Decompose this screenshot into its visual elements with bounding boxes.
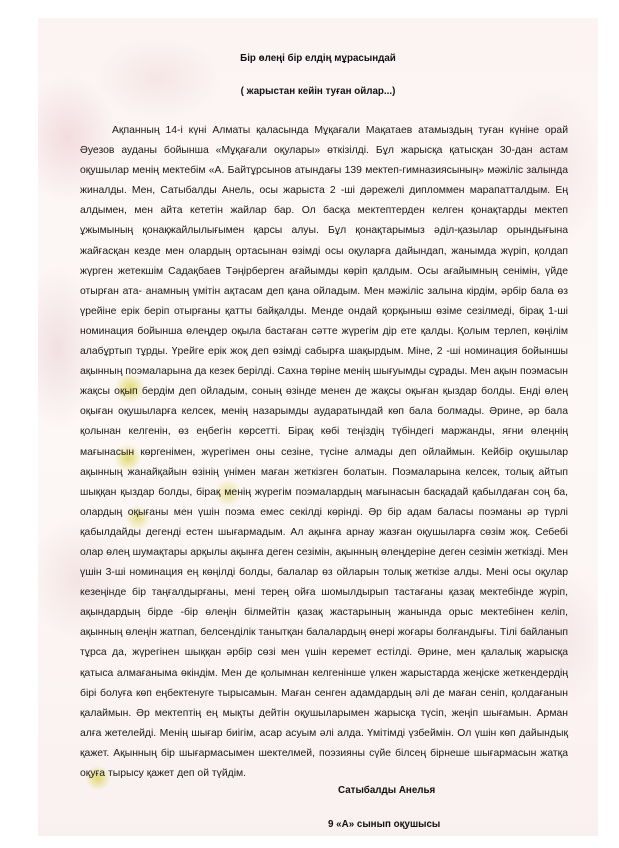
essay-body: Ақпанның 14-і күні Алматы қаласында Мұқағали Мақатаев атамыздың туған күніне орай Әуезов ауданы бойынша «Мұқағали оқулары» өткізілді. Бұл жарысқа қатысқан 30-дан астам оқушылар менің мектебім «А. Байтұрсынов атындағы 139 мектеп-гимназиясының» мәжіліс залында жиналды. Мен, Сатыбалды Анель, осы жарыста 2 -ші дәрежелі дипломмен марапатталдым. Ең алдымен, мен айта кететін жайлар бар. Ол басқа мектептерден келген қонақтарды мектеп ұжымының қонақжайлылығымен қарсы алуы. Бұл қонақтарымыз әділ-қазылар орындығына жайғасқан кезде мен олардың ортасынан өзімді осы оқуларға дайындап, жанымда жүріп, қолдап жүрген жетекшім Садақбаев Тәңірберген ағайымды көріп қалдым. Осы ағайымның сенімін, үйде отырған ата- анамның үмітін ақтасам деп қана ойладым. Мен мәжіліс залына кірдім, әрбір бала өз үрейіне ерік беріп отырғаны қатты байқалды. Менде ондай қорқыныш өзіме сезілмеді, бірақ 1-ші номинация бойынша өлеңдер оқыла бастаған сәтте жүрегім дір ете қалды. Қолым терлеп, көңілім алабұртып тұрды. Үрейге ерік жоқ деп өзімді сабырға шақырдым. Міне, 2 -ші номинация бойыншы ақынның поэмаларына да кезек берілді. Сахна төріне менің шығуымды сұрады. Мен ақын поэмасын жақсы оқып бердім деп ойладым, соның өзінде менен де жақсы оқыған қыздар болды. Енді өлең оқыған оқушыларға келсек, менің назарымды аударатындай көп бала болмады. Әрине, әр бала қолынан келгенін, өз еңбегін көрсетті. Бірақ көбі теңіздің түбіндегі маржанды, яғни өлеңнің мағынасын көргенімен, жүрегімен оны сезіне, түсіне алмады деп ойлаймын. Кейбір оқушылар ақынның жанайқайын өзінің үнімен маған жеткізген болатын. Поэмаларына келсек, толық айтып шыққан қыздар болды, бірақ менің жүрегім поэмалардың мағынасын басқадай қабылдаған соң ба, олардың оқығаны мен үшін поэма емес секілді көрінді. Әр бір адам баласы поэманы әр түрлі қабылдайды дегенді естен шығармадым. Ал ақынға арнау жазған оқушыларға сөзім жоқ. Себебі олар өлең шумақтары арқылы ақынға деген сезімін, ақынның өлеңдеріне деген сезімін жеткізді. Мен үшін 3-ші номинация ең көңілді болды, балалар өз ойларын толық жеткізе алды. Мені осы оқулар кезеңінде бір таңғалдырғаны, мені терең ойға шомылдырып тастағаны қазақ мектебінде жүріп, ақындардың бірде -бір өлеңін білмейтін қазақ жастарының жанында орыс мектебінен келіп, ақынның өлеңін жатпап, белсенділік танытқан балалардың өнері жоғары болғандығы. Тілі байланып тұрса да, жүрегінен шыққан әрбір сөзі мен үшін керемет естілді. Әрине, мен қалалық жарысқа қатыса алмағаныма өкіндім. Мен де қолымнан келгенінше үлкен жарыстарда жеңіске жеткендердің бірі болуға көп еңбектенуге тырысамын. Маған сенген адамдардың әлі де маған сеніп, қолдағанын қалаймын. Әр мектептің ең мықты дейтін оқушыларымен жарысқа түсіп, жеңіп шығамын. Арман алға жетелейді. Менің шығар биігім, асар асуым әлі алда. Үмітімді үзбеймін. Ол үшін көп дайындық қажет. Ақынның бір шығармасымен шектелмей, поэзияны сүйе білсең бірнеше шығармасын жатқа оқуға тырысу қажет деп ой түйдім. — [80, 125, 568, 779]
author-class: 9 «А» сынып оқушысы — [328, 819, 441, 830]
author-name: Сатыбалды Анелья — [338, 785, 436, 796]
document-subtitle: ( жарыстан кейін туған ойлар...) — [240, 86, 396, 97]
document-page — [38, 18, 598, 836]
document-title: Бір өлеңі бір елдің мұрасындай — [240, 53, 396, 64]
